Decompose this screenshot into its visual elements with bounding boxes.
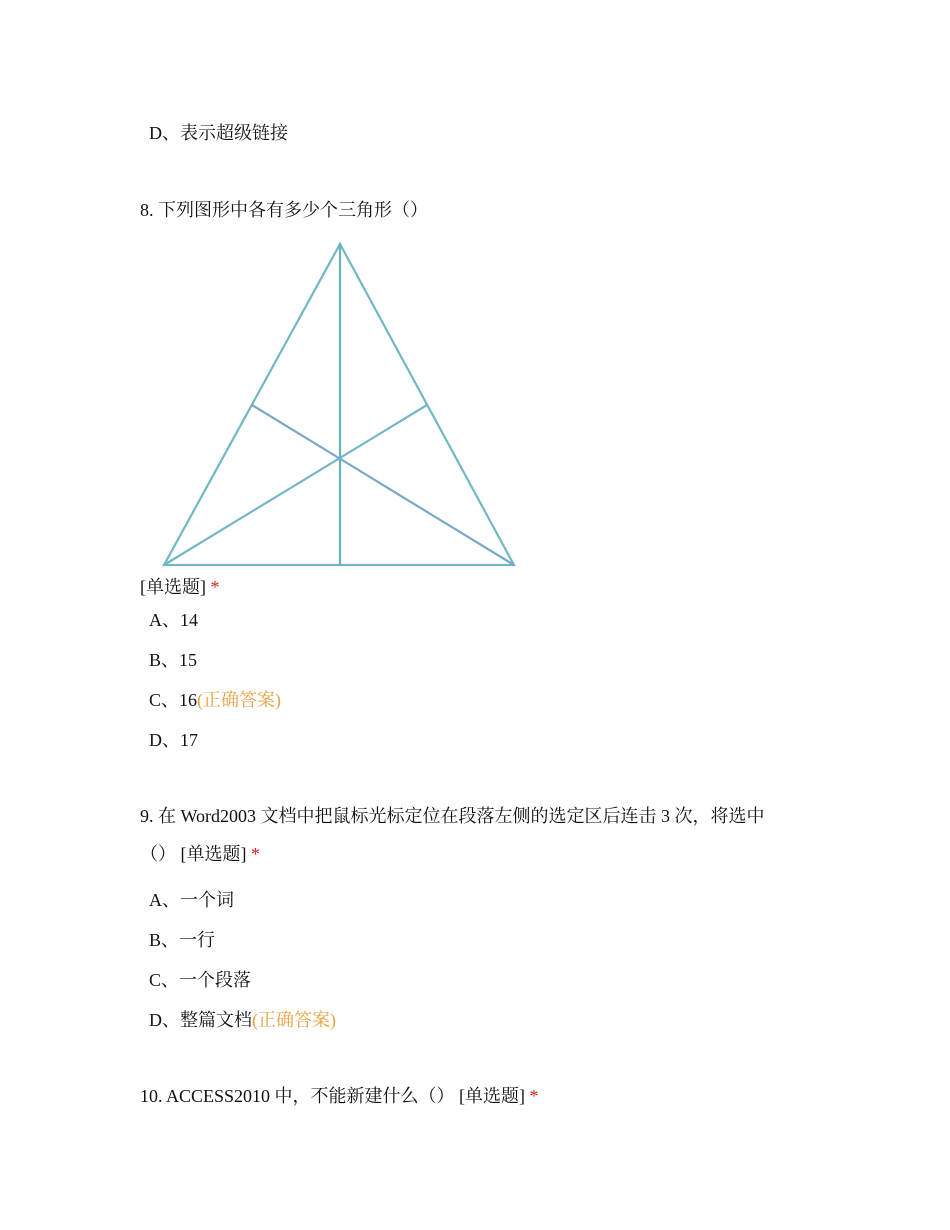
- median-right: [252, 405, 514, 565]
- option-label: D、17: [149, 730, 198, 750]
- option-label: A、14: [149, 610, 198, 630]
- question-8-meta: [140, 575, 220, 599]
- option-label: B、一行: [149, 930, 216, 950]
- correct-answer-note: (正确答案): [197, 690, 282, 710]
- question-type-label: [单选题]: [140, 577, 206, 597]
- option-b[interactable]: [149, 928, 215, 952]
- required-mark: *: [251, 844, 260, 864]
- question-9-title: 9. 在 Word2003 文档中把鼠标光标定位在段落左侧的选定区后连击 3 次，将选中: [140, 806, 765, 826]
- question-10-title: 10. ACCESS2010 中，不能新建什么（）: [140, 1086, 455, 1106]
- question-8-title: 8. 下列图形中各有多少个三角形（）: [140, 200, 428, 220]
- option-a[interactable]: [149, 888, 234, 912]
- option-label: C、一个段落: [149, 970, 252, 990]
- question-9-title-cont: [140, 842, 260, 866]
- median-left: [164, 405, 427, 565]
- question-9-title-line2: （）: [140, 844, 176, 864]
- question-type-label: [单选题]: [180, 844, 247, 864]
- option-label: C、16: [149, 690, 198, 710]
- option-label: B、15: [149, 650, 198, 670]
- correct-answer-note: (正确答案): [252, 1010, 336, 1030]
- option-a[interactable]: [149, 608, 198, 632]
- required-mark: *: [529, 1086, 539, 1106]
- question-10-title-row: [140, 1084, 539, 1108]
- option-d[interactable]: [149, 1008, 336, 1032]
- triangle-with-medians-figure: [150, 232, 530, 577]
- option-c[interactable]: [149, 688, 281, 712]
- required-mark: *: [210, 577, 220, 597]
- option-label: A、一个词: [149, 890, 234, 910]
- question-type-label: [单选题]: [459, 1086, 526, 1106]
- option-c[interactable]: [149, 968, 251, 992]
- option-b[interactable]: [149, 648, 197, 672]
- prev-option-d: D、表示超级链接: [149, 123, 288, 143]
- option-d[interactable]: [149, 728, 198, 752]
- option-label: D、整篇文档: [149, 1010, 252, 1030]
